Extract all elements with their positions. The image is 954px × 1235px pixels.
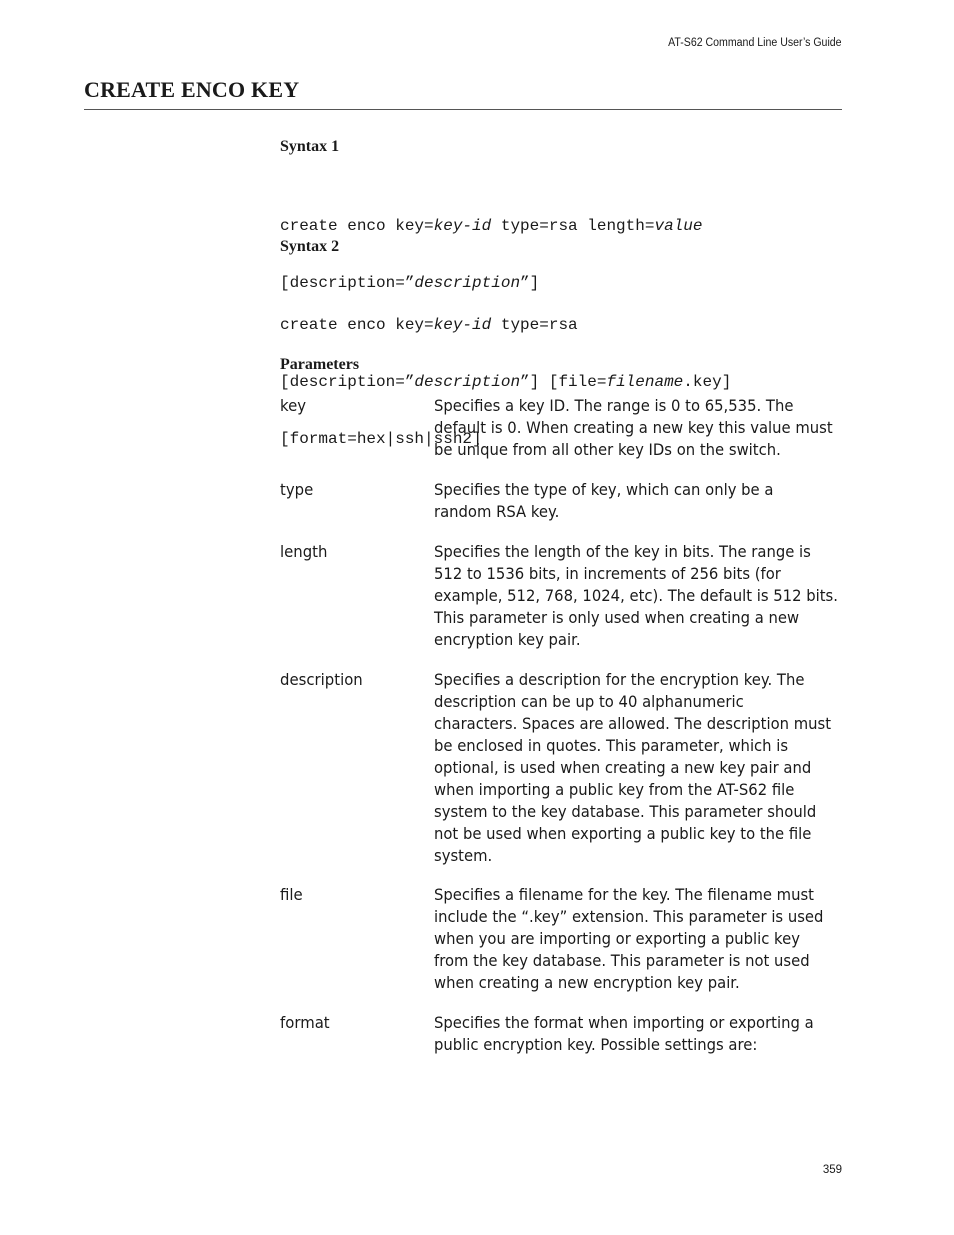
- description-line: encryption key pair.: [434, 630, 581, 649]
- code-literal: type=rsa length=: [491, 217, 655, 235]
- code-literal: .key]: [683, 373, 732, 391]
- param-name: description: [280, 670, 363, 689]
- description-line: default is 0. When creating a new key this value must: [434, 418, 833, 437]
- syntax-2-heading: Syntax 2: [280, 238, 340, 255]
- param-description: [434, 541, 841, 651]
- description-line: Specifies the type of key, which can only be a: [434, 480, 774, 499]
- description-line: Specifies the format when importing or exporting a: [434, 1013, 814, 1032]
- param-name: file: [280, 885, 303, 904]
- description-line: be enclosed in quotes. This parameter, which is: [434, 736, 789, 755]
- code-placeholder: key-id: [433, 217, 492, 235]
- page-number: 359: [822, 1164, 842, 1176]
- syntax-1-line-1: [280, 217, 702, 236]
- param-name: format: [280, 1013, 330, 1032]
- description-line: include the “.key” extension. This parameter is used: [434, 907, 824, 926]
- title-divider: [84, 109, 842, 110]
- description-line: example, 512, 768, 1024, etc). The default is 512 bits.: [434, 586, 838, 605]
- param-description: [434, 395, 841, 461]
- description-line: not be used when exporting a public key to the file: [434, 824, 812, 843]
- description-line: Specifies a description for the encryption key. The: [434, 670, 805, 689]
- description-line: when you are importing or exporting a public key: [434, 929, 800, 948]
- description-line: when creating a new encryption key pair.: [434, 973, 740, 992]
- param-description: [434, 884, 841, 994]
- code-literal: ”]: [520, 274, 540, 292]
- description-line: optional, is used when creating a new key pair and: [434, 758, 812, 777]
- param-description: [434, 479, 841, 523]
- description-line: when importing a public key from the AT-S62 file: [434, 780, 795, 799]
- description-line: 512 to 1536 bits, in increments of 256 bits (for: [434, 564, 781, 583]
- code-placeholder: description: [414, 274, 521, 292]
- code-literal: create enco key=: [280, 217, 434, 235]
- description-line: This parameter is only used when creating a new: [434, 608, 800, 627]
- description-line: system to the key database. This parameter should: [434, 802, 817, 821]
- description-line: Specifies the length of the key in bits. The range is: [434, 542, 811, 561]
- code-placeholder: filename: [606, 373, 684, 391]
- code-placeholder: value: [654, 217, 703, 235]
- syntax-1-heading: Syntax 1: [280, 138, 340, 155]
- syntax-2-line-1: [280, 316, 731, 335]
- description-line: Specifies a key ID. The range is 0 to 65,535. The: [434, 396, 794, 415]
- code-literal: [description=”: [280, 274, 415, 292]
- param-name: key: [280, 396, 307, 415]
- code-placeholder: description: [414, 373, 521, 391]
- code-literal: type=rsa: [491, 316, 578, 334]
- description-line: be unique from all other key IDs on the switch.: [434, 440, 781, 459]
- description-line: from the key database. This parameter is not used: [434, 951, 810, 970]
- description-line: system.: [434, 846, 493, 865]
- code-literal: create enco key=: [280, 316, 434, 334]
- code-literal: ”] [file=: [520, 373, 607, 391]
- description-line: characters. Spaces are allowed. The description must: [434, 714, 832, 733]
- guide-title: AT-S62 Command Line User’s Guide: [668, 37, 842, 49]
- description-line: description can be up to 40 alphanumeric: [434, 692, 744, 711]
- code-literal: [description=”: [280, 373, 415, 391]
- description-line: random RSA key.: [434, 502, 560, 521]
- param-description: [434, 669, 841, 867]
- syntax-2-line-2: [280, 373, 731, 392]
- param-name: length: [280, 542, 328, 561]
- param-description: [434, 1012, 841, 1056]
- param-name: type: [280, 480, 314, 499]
- code-literal: [format=hex|ssh|ssh2]: [280, 430, 482, 448]
- code-placeholder: key-id: [433, 316, 492, 334]
- description-line: Specifies a filename for the key. The filename must: [434, 885, 814, 904]
- page-title: CREATE ENCO KEY: [84, 77, 300, 102]
- parameters-heading: Parameters: [280, 356, 360, 373]
- description-line: public encryption key. Possible settings are:: [434, 1035, 758, 1054]
